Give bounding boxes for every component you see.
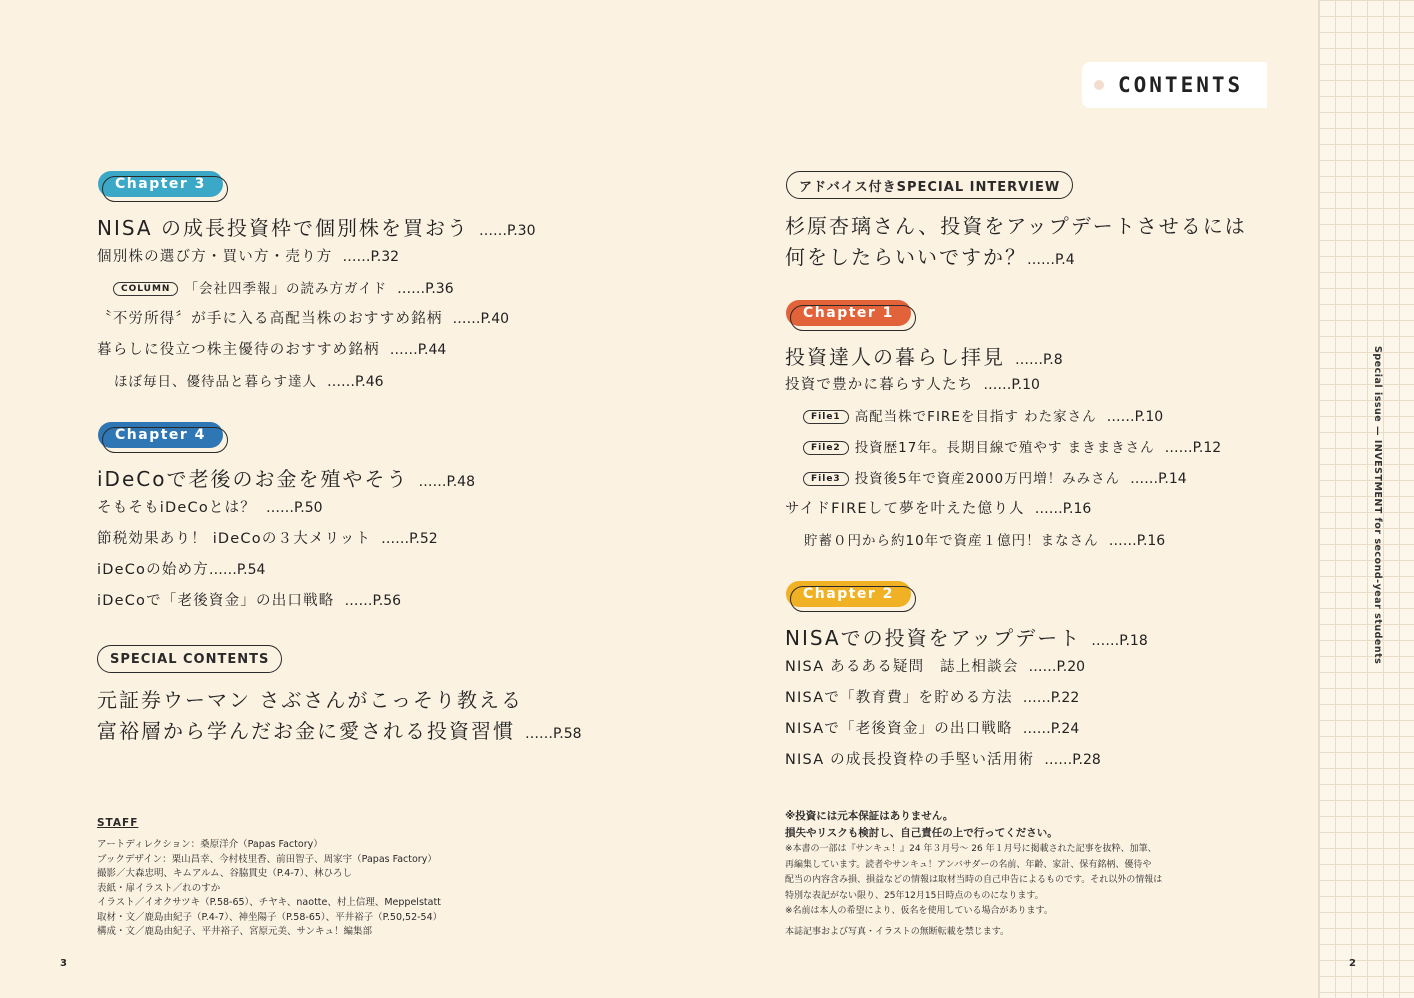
toc-item[interactable]: [803, 405, 1163, 425]
toc-item[interactable]: [785, 373, 1040, 394]
toc-item-page: ……P.46: [327, 374, 384, 390]
staff-line: イラスト／イオクサツキ（P.58-65）、チヤキ、naotte、村上信理、Meppelstatt: [97, 897, 441, 908]
interview-line2[interactable]: [785, 241, 1075, 270]
chapter-3-title-page: ……P.30: [478, 223, 536, 239]
file-tag: File2: [803, 441, 849, 455]
toc-item[interactable]: [803, 436, 1221, 456]
toc-item-text: 〝不労所得〞が手に入る高配当株のおすすめ銘柄: [97, 311, 443, 327]
toc-item[interactable]: [97, 245, 399, 266]
toc-item[interactable]: [803, 467, 1187, 487]
chapter-4-title[interactable]: [97, 463, 475, 492]
toc-item-text: iDeCoの始め方: [97, 562, 209, 578]
interview-line2-text: 何をしたらいいですか？: [785, 245, 1027, 269]
chapter-4-title-text: iDeCoで老後のお金を殖やそう: [97, 467, 409, 491]
toc-item-text: 「会社四季報」の読み方ガイド: [184, 281, 388, 297]
toc-item[interactable]: [97, 496, 323, 517]
toc-item-page: ……P.10: [1106, 409, 1164, 425]
interview-line1[interactable]: 杉原杏璃さん、投資をアップデートさせるには: [785, 214, 1247, 238]
toc-item-text: NISAで「老後資金」の出口戦略: [785, 721, 1013, 737]
staff-line: 表紙・扉イラスト／れのすか: [97, 882, 221, 894]
staff-line: 撮影／大森忠明、キムアルム、谷脇貫史（P.4-7）、林ひろし: [97, 868, 352, 879]
note-line: ※名前は本人の希望により、仮名を使用している場合があります。: [785, 906, 1053, 916]
special-contents-page: ……P.58: [525, 726, 582, 742]
chapter-3-badge-label: Chapter 3: [115, 176, 206, 192]
toc-item-text: 貯蓄０円から約10年で資産１億円！まなさん: [804, 533, 1099, 549]
disclaimer-notes: [785, 808, 1162, 937]
toc-item[interactable]: [804, 529, 1165, 549]
toc-item-page: ……P.44: [389, 342, 447, 358]
toc-item-text: ほぼ毎日、優待品と暮らす達人: [114, 374, 317, 390]
chapter-3-title[interactable]: [97, 212, 536, 241]
staff-list: [97, 838, 442, 940]
toc-item[interactable]: [113, 277, 454, 297]
toc-item-page: ……P.40: [452, 311, 510, 327]
chapter-3-title-text: NISA の成長投資枠で個別株を買おう: [97, 216, 469, 240]
toc-item-page: ……P.28: [1044, 752, 1101, 768]
page-number-left: 3: [60, 958, 67, 969]
special-interview-label: アドバイス付きSPECIAL INTERVIEW: [799, 179, 1061, 195]
toc-item[interactable]: [785, 748, 1101, 769]
toc-item[interactable]: [97, 589, 401, 610]
staff-line: ブックデザイン：栗山昌幸、今村枝里香、前田智子、周家宇（Papas Factory）: [97, 853, 437, 865]
toc-item-page: ……P.36: [397, 281, 454, 297]
note-main: ※投資には元本保証はありません。: [785, 810, 954, 822]
special-contents-line2[interactable]: [97, 715, 582, 744]
toc-item-page: ……P.50: [266, 500, 323, 516]
toc-item-text: NISA あるある疑問 誌上相談会: [785, 659, 1019, 675]
toc-item-text: 暮らしに役立つ株主優待のおすすめ銘柄: [97, 342, 380, 358]
toc-item-page: ……P.12: [1164, 440, 1222, 456]
toc-item-page: ……P.32: [342, 249, 400, 265]
toc-item[interactable]: [97, 558, 265, 579]
toc-item-page: ……P.16: [1108, 533, 1166, 549]
toc-item[interactable]: [114, 370, 384, 390]
chapter-4-badge[interactable]: [98, 422, 223, 448]
toc-item-text: 節税効果あり！ iDeCoの３大メリット: [97, 531, 372, 547]
note-copyright: 本誌記事および写真・イラストの無断転載を禁じます。: [785, 926, 1010, 937]
interview-page: ……P.4: [1027, 252, 1075, 268]
staff-line: 取材・文／鹿島由紀子（P.4-7）、神坐陽子（P.58-65）、平井裕子（P.50,52-54）: [97, 911, 443, 923]
toc-item-page: ……P.10: [983, 377, 1040, 393]
staff-line: 構成・文／鹿島由紀子、平井裕子、宮原元美、サンキュ！編集部: [97, 926, 373, 937]
toc-item-page: ……P.24: [1022, 721, 1080, 737]
chapter-2-title-page: ……P.18: [1091, 633, 1148, 649]
note-line: 配当の内容含み損、損益などの情報は取材当時の自己申告によるものです。それ以外の情報は: [785, 875, 1163, 885]
page-number-right: 2: [1349, 958, 1356, 969]
toc-item-text: 高配当株でFIREを目指す わた家さん: [854, 409, 1097, 425]
grid-strip: [1318, 0, 1414, 998]
toc-item-page: ……P.22: [1022, 690, 1080, 706]
chapter-1-badge[interactable]: [786, 300, 911, 326]
file-tag: File3: [803, 472, 849, 486]
note-line: ※本書の一部は『サンキュ！』24 年３月号～ 26 年１月号に掲載された記事を抜粋、加筆、: [785, 844, 1157, 854]
note-main: 損失やリスクも検討し、自己責任の上で行ってください。: [785, 827, 1058, 839]
chapter-3-badge[interactable]: [98, 171, 223, 197]
note-line: 再編集しています。読者やサンキュ！アンバサダーの名前、年齢、家計、保有銘柄、優待や: [785, 859, 1152, 870]
toc-item-page: ……P.16: [1034, 501, 1092, 517]
toc-item[interactable]: [785, 686, 1079, 707]
chapter-2-badge-label: Chapter 2: [803, 586, 894, 602]
toc-item-text: NISA の成長投資枠の手堅い活用術: [785, 752, 1035, 768]
contents-label: CONTENTS: [1118, 73, 1244, 97]
toc-item[interactable]: [97, 338, 446, 359]
chapter-1-title[interactable]: [785, 341, 1063, 370]
contents-tab: [1082, 62, 1267, 108]
special-contents-label: SPECIAL CONTENTS: [110, 651, 270, 667]
toc-item-text: NISAで「教育費」を貯める方法: [785, 690, 1013, 706]
toc-item-page: ……P.56: [344, 593, 402, 609]
toc-item-text: 投資後5年で資産2000万円増！みみさん: [854, 471, 1121, 487]
toc-item-page: ……P.14: [1130, 471, 1187, 487]
toc-item[interactable]: [97, 527, 438, 548]
chapter-2-badge[interactable]: [786, 581, 911, 607]
toc-item[interactable]: [97, 307, 509, 328]
staff-title: STAFF: [97, 817, 139, 829]
note-line: 特別な表記がない限り、25年12月15日時点のものになります。: [785, 890, 1044, 901]
dot-icon: [1094, 80, 1104, 90]
special-interview-badge[interactable]: [786, 171, 1073, 199]
toc-item[interactable]: [785, 717, 1079, 738]
chapter-1-badge-label: Chapter 1: [803, 305, 894, 321]
file-tag: File1: [803, 410, 849, 424]
special-contents-badge[interactable]: [97, 645, 282, 673]
chapter-1-title-page: ……P.8: [1015, 352, 1063, 368]
toc-item-text: そもそもiDeCoとは？: [97, 500, 257, 516]
toc-item[interactable]: [785, 497, 1091, 518]
toc-item-text: 投資で豊かに暮らす人たち: [785, 377, 974, 393]
toc-item-page: ……P.52: [381, 531, 438, 547]
chapter-4-badge-label: Chapter 4: [115, 427, 206, 443]
toc-item-page: ……P.54: [208, 562, 266, 578]
chapter-4-title-page: ……P.48: [418, 474, 475, 490]
chapter-2-title[interactable]: [785, 622, 1148, 651]
special-contents-line1[interactable]: 元証券ウーマン さぶさんがこっそり教える: [97, 688, 523, 712]
toc-item-text: iDeCoで「老後資金」の出口戦略: [97, 593, 335, 609]
toc-item-text: 個別株の選び方・買い方・売り方: [97, 249, 333, 265]
column-tag: COLUMN: [113, 282, 178, 296]
toc-item-text: 投資歴17年。長期目線で殖やす まきまきさん: [854, 440, 1155, 456]
toc-item-page: ……P.20: [1028, 659, 1086, 675]
toc-item-text: サイドFIREして夢を叶えた億り人: [785, 501, 1025, 517]
side-vertical-text: Special issue — INVESTMENT for second-year students: [1372, 346, 1383, 665]
chapter-1-title-text: 投資達人の暮らし拝見: [785, 345, 1005, 369]
staff-line: アートディレクション：桑原洋介（Papas Factory）: [97, 839, 323, 850]
toc-item[interactable]: [785, 655, 1085, 676]
special-contents-line2-text: 富裕層から学んだお金に愛される投資習慣: [97, 719, 515, 743]
chapter-2-title-text: NISAでの投資をアップデート: [785, 626, 1082, 650]
